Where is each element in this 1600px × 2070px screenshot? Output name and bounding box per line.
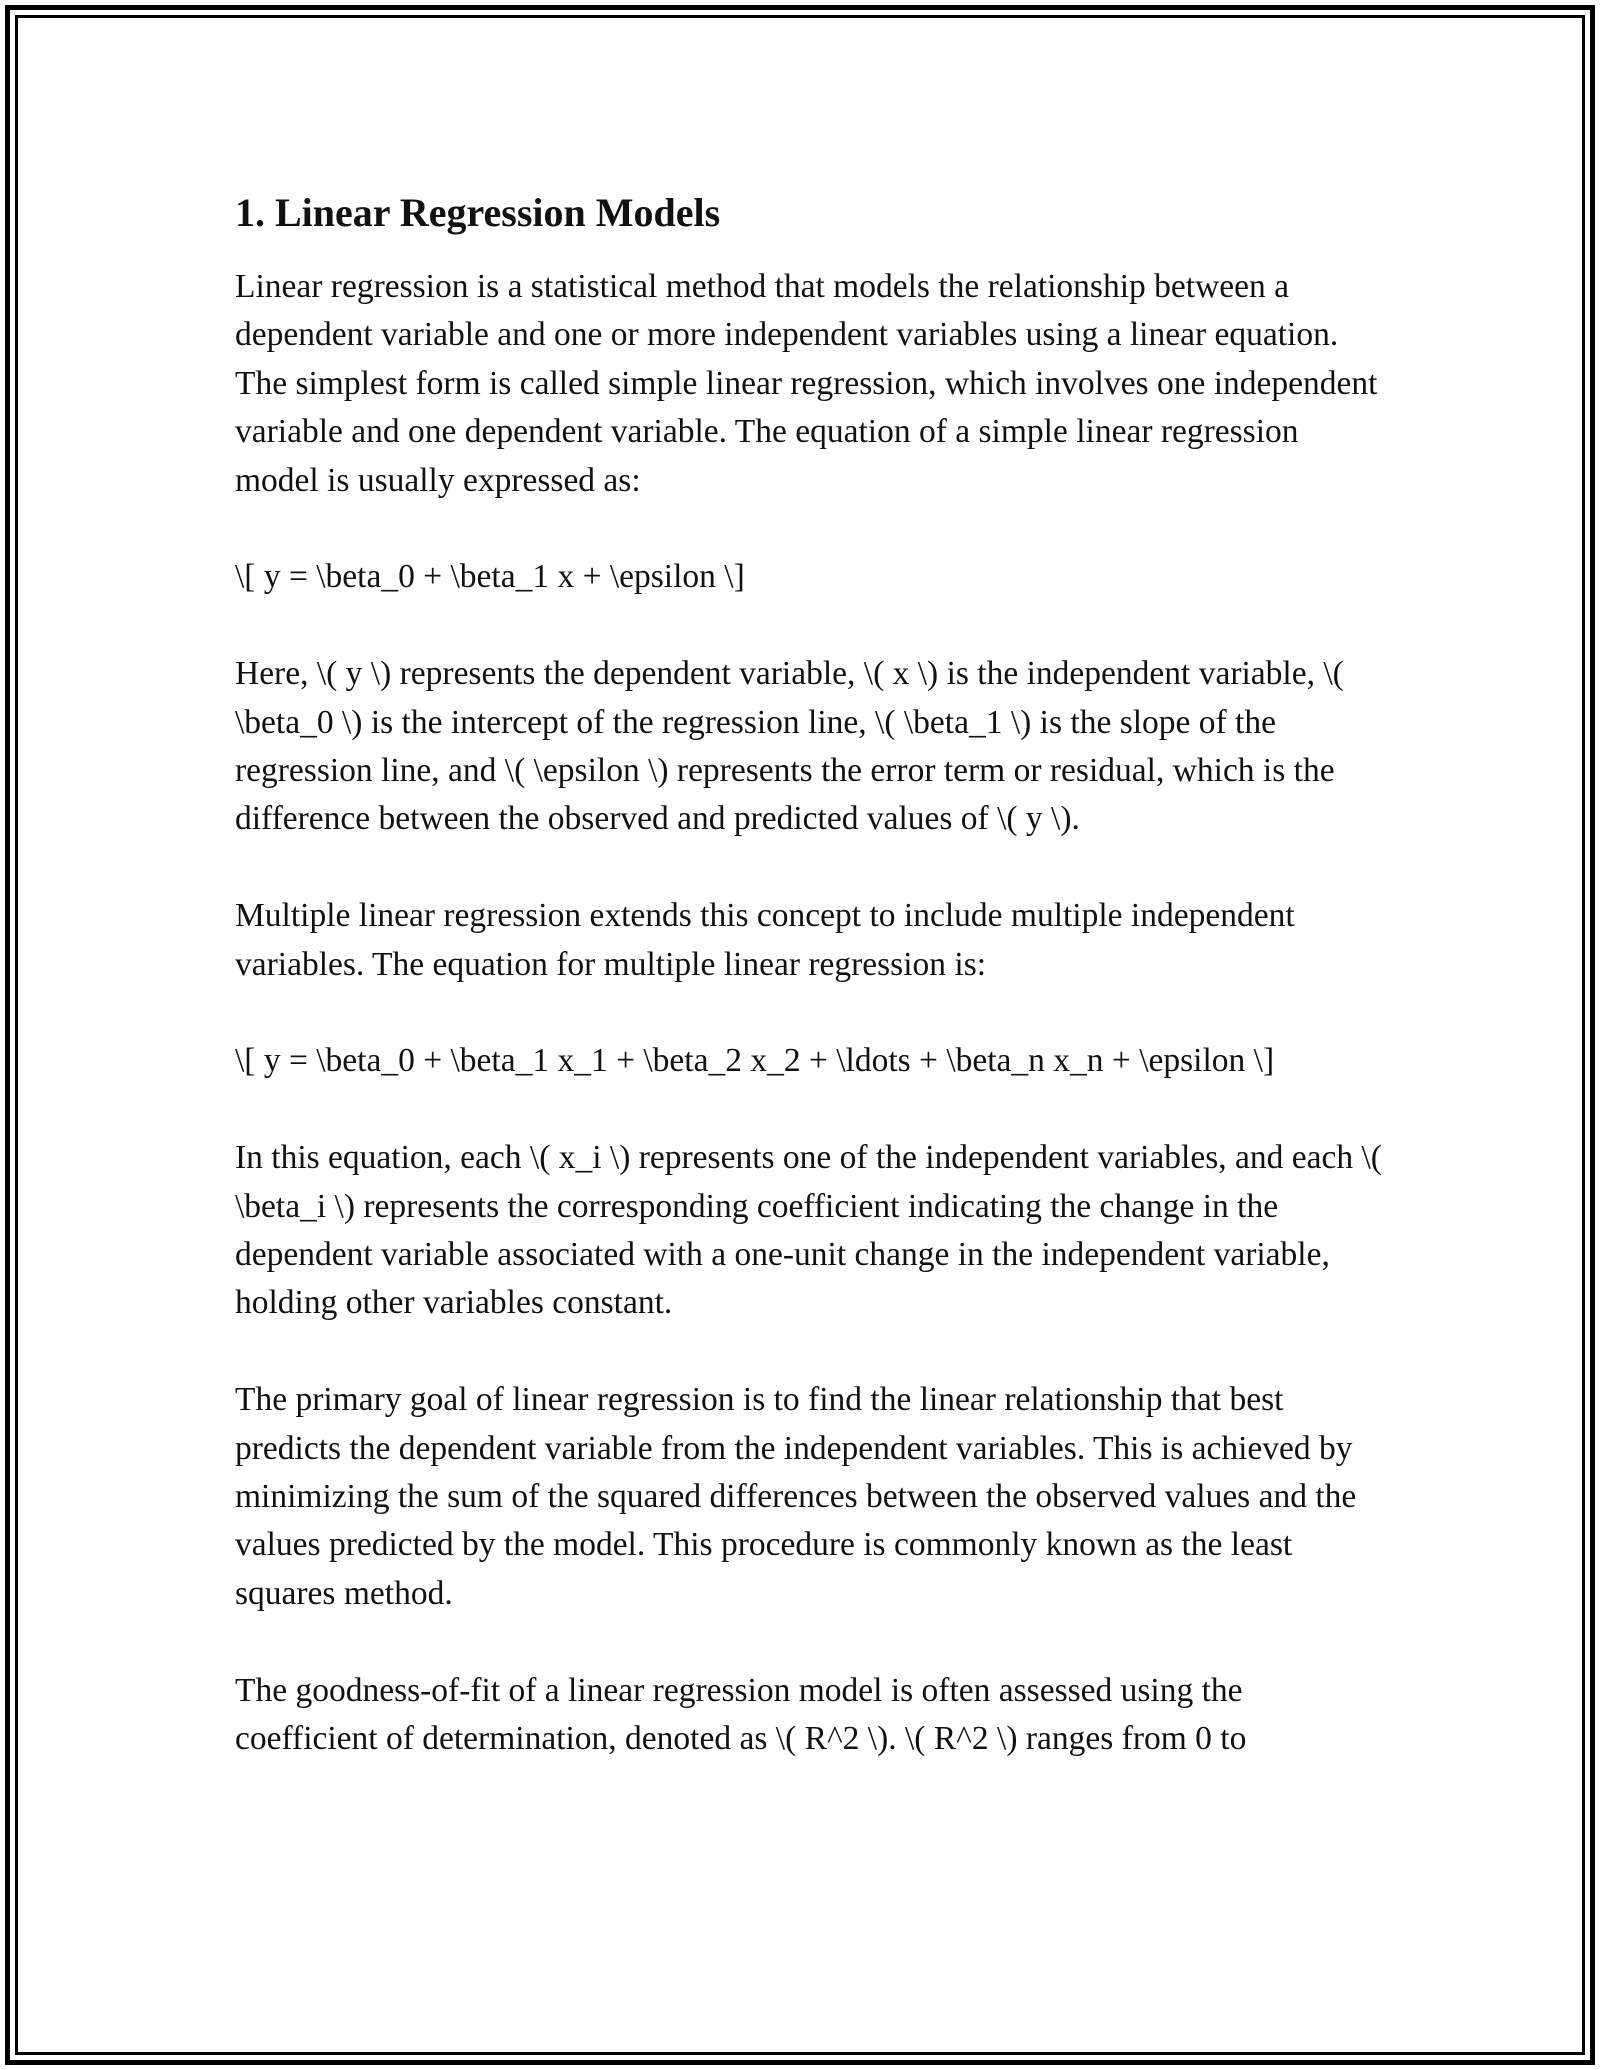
paragraph-variable-definitions: Here, \( y \) represents the dependent variable, \( x \) is the independent variable, \( \beta_0 \) is the intercept of the regression line, \( \beta_1 \) is the slope of the regression line, and \( \epsilon \) represents the error term or residual, which is the difference between the observed and predicted values of \( y \). (235, 655, 1344, 838)
paragraph-multiple-regression: Multiple linear regression extends this concept to include multiple independent variables. The equation for multiple linear regression is: (235, 897, 1295, 983)
paragraph-goodness-of-fit: The goodness-of-fit of a linear regression model is often assessed using the coefficient of determination, denoted as \( R^2 \). \( R^2 \) ranges from 0 to (235, 1671, 1247, 1758)
equation-simple-regression: \[ y = \beta_0 + \beta_1 x + \epsilon \] (235, 558, 745, 596)
paragraph-intro: Linear regression is a statistical method that models the relationship between a dependent variable and one or more independent variables using a linear equation. The simplest form is called simple linear regression, which involves one independent variable and one dependent variable. The equation of a simple linear regression model is usually expressed as: (235, 268, 1378, 499)
paragraph-least-squares: The primary goal of linear regression is to find the linear relationship that best predicts the dependent variable from the independent variables. This is achieved by minimizing the sum of the squared differences between the observed values and the values predicted by the model. This procedure is commonly known as the least squares method. (235, 1381, 1357, 1612)
document-body (235, 185, 1385, 1812)
equation-multiple-regression: \[ y = \beta_0 + \beta_1 x_1 + \beta_2 x_2 + \ldots + \beta_n x_n + \epsilon \] (235, 1042, 1275, 1080)
section-heading: 1. Linear Regression Models (235, 190, 721, 235)
paragraph-coefficients: In this equation, each \( x_i \) represents one of the independent variables, and each \( \beta_i \) represents the corresponding coefficient indicating the change in the dependent variable associated with a one-unit change in the independent variable, holding other variables constant. (235, 1139, 1382, 1322)
